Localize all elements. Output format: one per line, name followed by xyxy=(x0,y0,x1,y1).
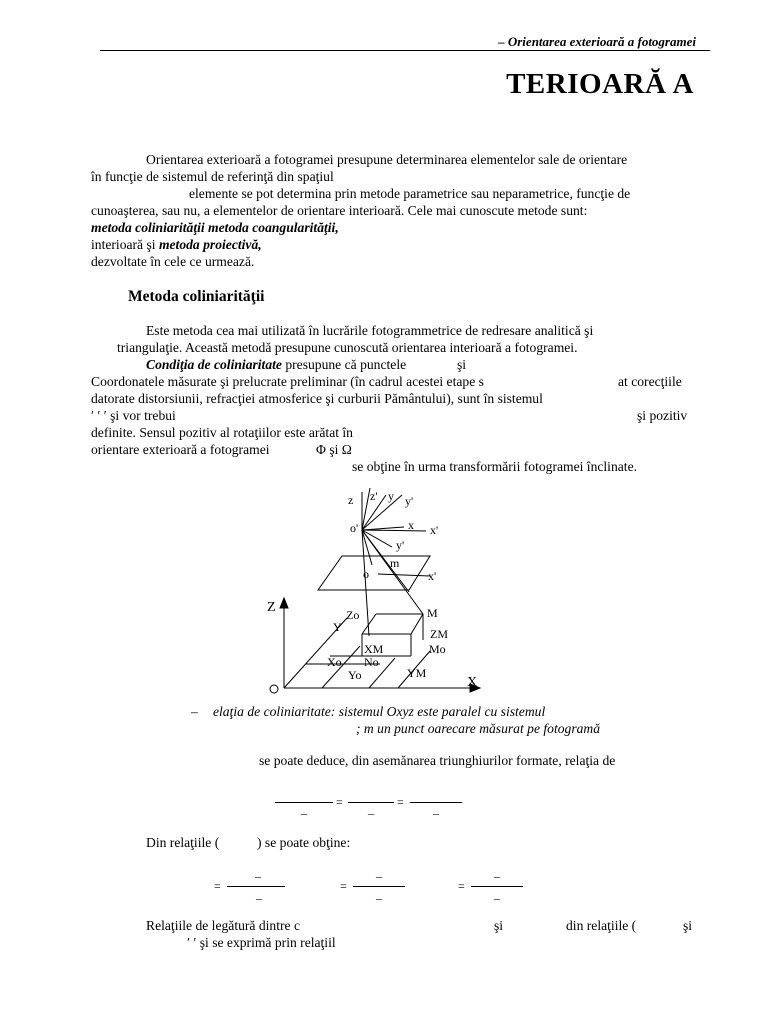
body-line-6b: şi pozitiv xyxy=(637,408,688,423)
fig-label-x: x xyxy=(408,518,414,532)
image-plane-x-axis xyxy=(378,574,430,576)
deduce-line: se poate deduce, din asemănarea triunghiurilor formate, relaţia de xyxy=(259,753,616,768)
din-line-b: ) se poate obţine: xyxy=(257,835,351,850)
eq1-equals-2: = xyxy=(397,795,404,809)
fig-label-Xo: Xo xyxy=(327,655,342,669)
fig-label-Mo: Mo xyxy=(429,642,446,656)
method-projective: metoda proiectivă, xyxy=(158,237,262,252)
intro-line-2: în funcţie de sistemul de referinţă din spaţiul xyxy=(91,169,334,184)
eq2-fraction-3 xyxy=(471,886,523,887)
eq2-den-2: – xyxy=(376,891,382,905)
fig-label-op: o' xyxy=(350,521,359,535)
body-line-3 xyxy=(146,356,406,373)
fig-label-yp2: y' xyxy=(396,538,405,552)
eq1-fraction-3 xyxy=(410,802,462,803)
intro-line-4: cunoaşterea, sau nu, a elementelor de orientare interioară. Cele mai cunoscute metode sunt: xyxy=(91,203,588,218)
fig-label-zp: z' xyxy=(370,489,378,503)
fig-label-XM: XM xyxy=(364,642,384,656)
eq2-num-1: – xyxy=(255,869,261,883)
body-line-4a: Coordonatele măsurate şi prelucrate preliminar (în cadrul acestei etape s xyxy=(91,374,484,389)
fig-label-M: M xyxy=(427,606,438,620)
rel-line-d: şi xyxy=(683,918,693,933)
caption-dash: – xyxy=(191,704,198,719)
section-title: Metoda coliniarităţii xyxy=(128,288,265,305)
fig-label-z: z xyxy=(348,493,354,507)
body-line-8a: orientare exterioară a fotogramei xyxy=(91,442,270,457)
body-line-4b: at corecţiile xyxy=(618,374,682,389)
fig-label-Z: Z xyxy=(267,600,276,615)
rel-line-c: din relaţiile ( xyxy=(566,918,637,933)
collinearity-condition: Condiţia de coliniaritate xyxy=(146,357,282,372)
intro-line-3: elemente se pot determina prin metode parametrice sau neparametrice, funcţie de xyxy=(189,186,631,201)
eq1-den-1: – xyxy=(301,806,307,820)
eq2-fraction-1 xyxy=(227,886,285,887)
eq1-fraction-2 xyxy=(348,802,394,803)
fig-label-Yo: Yo xyxy=(348,668,362,682)
fig-label-yp: y' xyxy=(405,494,414,508)
fig-label-xp2: x' xyxy=(428,569,437,583)
rel-line-a: Relaţiile de legătură dintre c xyxy=(146,918,300,933)
eq2-fraction-2 xyxy=(353,886,405,887)
body-line-3-and: şi xyxy=(457,357,467,372)
eq1-den-2: – xyxy=(368,806,374,820)
fig-label-Zo: Zo xyxy=(346,608,360,622)
intro-line-7: dezvoltate în cele ce urmează. xyxy=(91,254,255,269)
collinearity-figure xyxy=(255,483,495,699)
fig-label-y: y xyxy=(388,489,394,503)
din-line-a: Din relaţiile ( xyxy=(146,835,220,850)
eq2-den-1: – xyxy=(256,891,262,905)
fig-label-xp: x' xyxy=(430,523,439,537)
body-line-7: definite. Sensul pozitiv al rotaţiilor este arătat în xyxy=(91,425,353,440)
eq2-equals-2: = xyxy=(340,879,347,893)
intro-line-6-text: interioară şi xyxy=(91,237,159,252)
fig-label-o: o xyxy=(363,567,369,581)
body-line-8b: Φ şi Ω xyxy=(316,442,352,457)
fig-label-m: m xyxy=(390,556,400,570)
eq2-equals-3: = xyxy=(458,879,465,893)
body-line-5: datorate distorsiunii, refracţiei atmosferice şi curburii Pământului), sunt în sistemul xyxy=(91,391,543,406)
body-line-2: triangulaţie. Această metodă presupune cunoscută orientarea interioară a fotogramei. xyxy=(117,340,578,355)
eq2-den-3: – xyxy=(494,891,500,905)
fig-label-X: X xyxy=(467,675,478,690)
fig-label-YM: YM xyxy=(407,666,427,680)
running-title: – Orientarea exterioară a fotogramei xyxy=(498,34,696,49)
fig-label-No: No xyxy=(364,655,379,669)
body-line-9: se obţine în urma transformării fotogramei înclinate. xyxy=(352,459,637,474)
intro-line-6 xyxy=(91,236,262,253)
intro-line-5: metoda coliniarităţii metoda coangularităţii, xyxy=(91,220,339,235)
figure-caption-2: ; m un punct oarecare măsurat pe fotogramă xyxy=(356,721,601,736)
chapter-title: TERIOARĂ A xyxy=(506,68,694,100)
image-plane xyxy=(318,556,430,590)
eq2-equals-1: = xyxy=(214,879,221,893)
eq2-num-2: – xyxy=(376,869,382,883)
fig-label-ZM: ZM xyxy=(430,627,448,641)
rel-line-b: şi xyxy=(494,918,504,933)
eq1-equals-1: = xyxy=(336,795,343,809)
fig-label-Y: Y xyxy=(333,620,342,634)
eq2-num-3: – xyxy=(494,869,500,883)
origin-marker xyxy=(270,685,278,693)
running-header xyxy=(100,36,710,51)
body-line-3-text: presupune că punctele xyxy=(281,357,407,372)
rel-line-e: ′ ′ şi se exprimă prin relaţiil xyxy=(187,935,336,950)
body-line-1: Este metoda cea mai utilizată în lucrările fotogrammetrice de redresare analitică şi xyxy=(146,323,594,338)
figure-caption-1: elaţia de coliniaritate: sistemul Oxyz este paralel cu sistemul xyxy=(213,704,546,719)
intro-line-1: Orientarea exterioară a fotogramei presupune determinarea elementelor sale de orientare xyxy=(146,152,628,167)
eq1-den-3: – xyxy=(433,806,439,820)
eq1-fraction-1 xyxy=(275,802,333,803)
body-line-6a: ′ ′ ′ şi vor trebui xyxy=(91,408,176,423)
